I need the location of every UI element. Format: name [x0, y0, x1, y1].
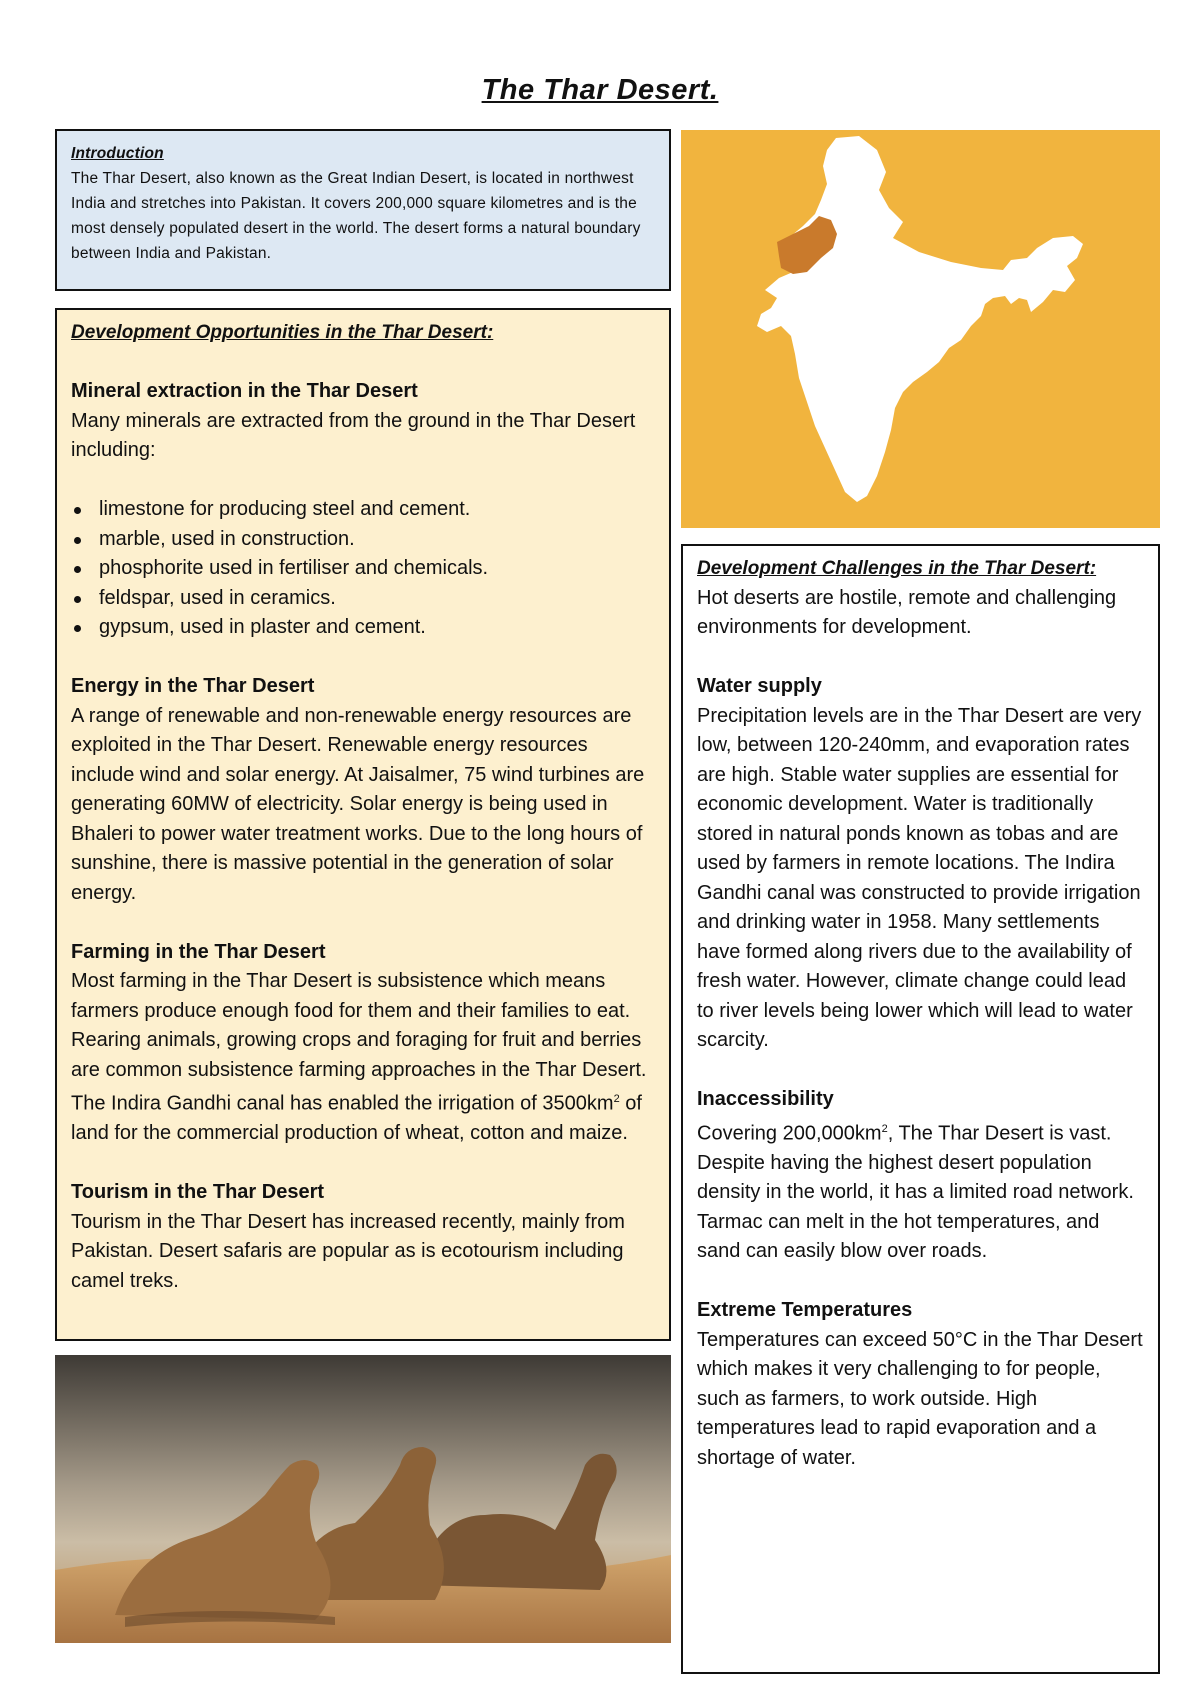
- water-text: Precipitation levels are in the Thar Desert are very low, between 120-240mm, and evaporation rates are high. Stable water supplies are essential for economic development. Water is traditionally stored in natural ponds known as tobas and are used by farmers in remote locations. The Indira Gandhi canal was constructed to provide irrigation and drinking water in 1958. Many settlements have formed along rivers due to the availability of fresh water. However, climate change could lead to river levels being lower which will lead to water scarcity.: [697, 704, 1142, 1051]
- india-map: [681, 130, 1160, 528]
- access-heading: Inaccessibility: [697, 1088, 834, 1110]
- opportunities-box: [55, 308, 671, 1341]
- india-outline-map: [681, 130, 1160, 528]
- opportunities-heading: Development Opportunities in the Thar Desert:: [71, 322, 494, 343]
- introduction-text: The Thar Desert, also known as the Great Indian Desert, is located in northwest India and stretches into Pakistan. It covers 200,000 square kilometres and is the most densely populated desert in the world. The desert forms a natural boundary between India and Pakistan.: [71, 170, 641, 262]
- farming-heading: Farming in the Thar Desert: [71, 940, 326, 963]
- mineral-list: [71, 495, 655, 643]
- tourism-text: Tourism in the Thar Desert has increased recently, mainly from Pakistan. Desert safaris are popular as is ecotourism including camel treks.: [71, 1210, 625, 1292]
- water-heading: Water supply: [697, 675, 822, 697]
- farming-text: Most farming in the Thar Desert is subsistence which means farmers produce enough food for them and their families to eat. Rearing animals, growing crops and foraging for fruit and berries are common subsistence farming approaches in the Thar Desert. The Indira Gandhi canal has enabled the irrigation of $3500km^2$ of land for the commercial production of wheat, cotton and maize.: [71, 970, 647, 1145]
- tourism-heading: Tourism in the Thar Desert: [71, 1181, 325, 1204]
- camels-photo: [55, 1355, 671, 1643]
- mineral-heading: Mineral extraction in the Thar Desert: [71, 380, 418, 402]
- temps-heading: Extreme Temperatures: [697, 1299, 913, 1322]
- list-item: limestone for producing steel and cement.: [99, 495, 655, 525]
- introduction-heading: Introduction: [71, 145, 164, 162]
- challenges-intro: Hot deserts are hostile, remote and challenging environments for development.: [697, 586, 1117, 638]
- energy-text: A range of renewable and non-renewable energy resources are exploited in the Thar Desert. Renewable energy resources include wind and solar energy. At Jaisalmer, 75 wind turbines are generating 60MW of electricity. Solar energy is being used in Bhaleri to power water treatment works. Due to the long hours of sunshine, there is massive potential in the generation of solar energy.: [71, 704, 645, 904]
- challenges-heading: Development Challenges in the Thar Desert:: [697, 558, 1097, 579]
- page-title: The Thar Desert.: [481, 74, 719, 106]
- india-shape: [757, 136, 1083, 502]
- energy-heading: Energy in the Thar Desert: [71, 675, 315, 697]
- access-text: Covering $200,000km^2$, The Thar Desert is vast. Despite having the highest desert population density in the world, it has a limited road network. Tarmac can melt in the hot temperatures, and sand can easily blow over roads.: [697, 1122, 1134, 1263]
- mineral-text: Many minerals are extracted from the ground in the Thar Desert including:: [71, 409, 636, 461]
- challenges-box: [681, 544, 1160, 1674]
- temps-text: Temperatures can exceed 50°C in the Thar Desert which makes it very challenging to for people, such as farmers, to work outside. High temperatures lead to rapid evaporation and a shortage of water.: [697, 1328, 1143, 1469]
- camels-illustration: [55, 1355, 671, 1643]
- list-item: gypsum, used in plaster and cement.: [99, 613, 655, 643]
- introduction-box: [55, 129, 671, 291]
- list-item: marble, used in construction.: [99, 525, 655, 555]
- list-item: phosphorite used in fertiliser and chemicals.: [99, 554, 655, 584]
- list-item: feldspar, used in ceramics.: [99, 584, 655, 614]
